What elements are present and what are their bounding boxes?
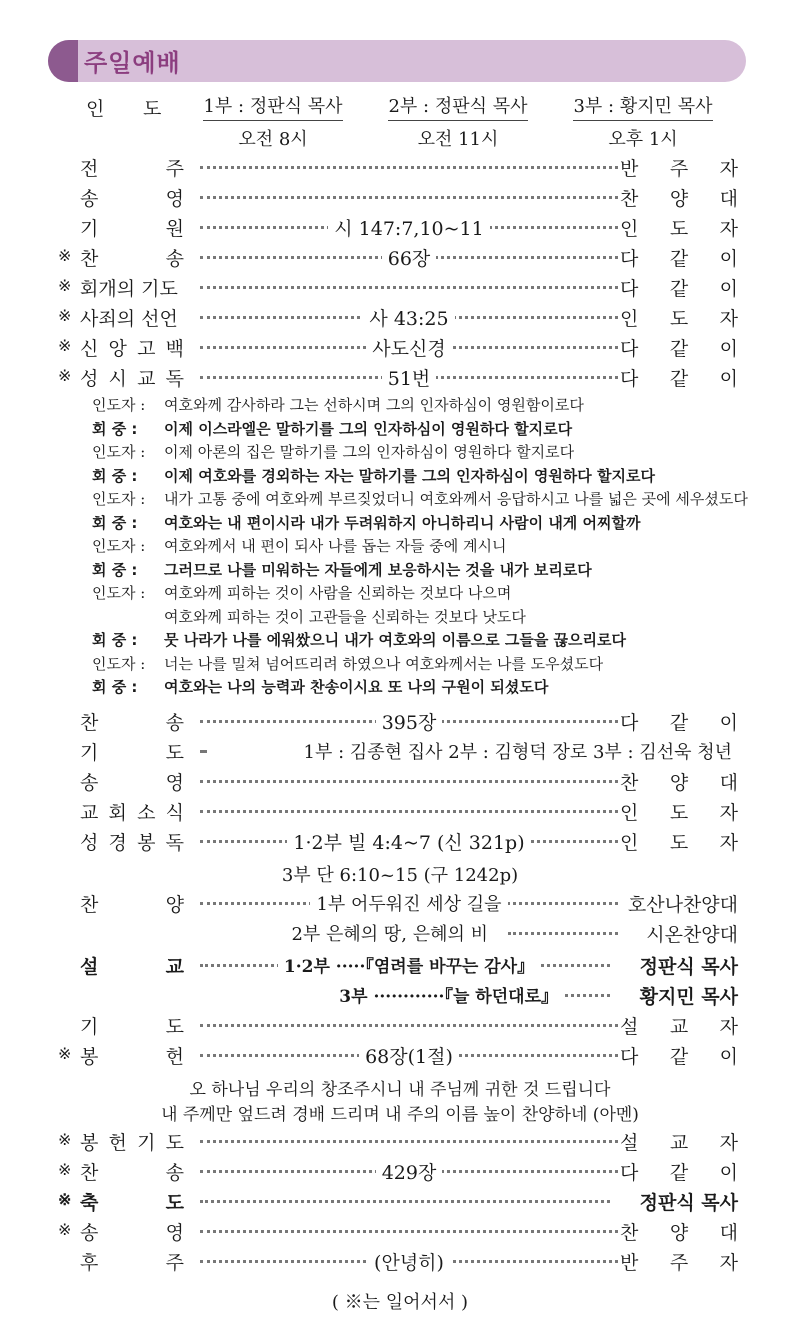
item-label <box>80 274 178 301</box>
leader-line <box>92 653 752 675</box>
person-char: 이 <box>719 1162 738 1184</box>
person-char: 이 <box>719 248 738 270</box>
person-char: 인 <box>620 218 639 240</box>
order-item <box>58 738 738 768</box>
item-detail <box>200 828 618 855</box>
person-name: 호산나찬양대 <box>627 894 738 916</box>
label-char: 찬 <box>80 712 99 734</box>
reading-text: 여호와께 피하는 것이 사람을 신뢰하는 것보다 나으며 <box>164 584 512 602</box>
item-label <box>80 364 184 391</box>
order-item <box>58 798 738 828</box>
person-char: 양 <box>669 772 689 794</box>
leader-dots <box>200 1024 618 1027</box>
label-char: 성 <box>80 832 99 854</box>
person-char: 자 <box>719 308 738 330</box>
label-char: 교 <box>80 802 99 824</box>
intro-label-2: 도 <box>143 98 162 120</box>
item-label <box>80 798 184 825</box>
item-person <box>568 890 738 917</box>
person-char: 대 <box>719 772 738 794</box>
speaker: 인도자 : <box>92 490 146 508</box>
label-char: 기 <box>80 742 99 764</box>
label-char: 축 <box>80 1192 99 1214</box>
service-2-leader: 2부 : 정판식 목사 <box>388 92 527 121</box>
label-char: 송 <box>165 712 184 734</box>
label-char: 성 <box>80 368 99 390</box>
label-char: 앙 <box>108 338 127 360</box>
label-char: 교 <box>165 956 184 978</box>
item-detail <box>200 708 618 735</box>
item-detail <box>200 1248 618 1275</box>
item-label <box>80 1012 184 1039</box>
leader-line <box>92 535 752 557</box>
person-char: 주 <box>669 1252 689 1274</box>
label-char: 고 <box>137 338 156 360</box>
standing-mark: ※ <box>58 1220 72 1239</box>
standing-mark: ※ <box>58 366 72 385</box>
label-char: 영 <box>165 772 184 794</box>
item-person <box>620 334 738 361</box>
order-item <box>58 828 738 858</box>
speaker: 회 중 : <box>92 631 138 649</box>
order-item <box>58 214 738 244</box>
reading-text: 여호와께 피하는 것이 고관들을 신뢰하는 것보다 낫도다 <box>164 607 526 626</box>
speaker: 인도자 : <box>92 654 146 673</box>
detail-text: 1부 어두워진 세상 길을 <box>310 894 507 915</box>
person-char: 자 <box>719 832 738 854</box>
service-1 <box>188 92 358 151</box>
detail-text: 1·2부 빌 4:4~7 (신 321p) <box>287 832 530 854</box>
label-char: 기 <box>137 1132 156 1154</box>
item-detail <box>200 1158 618 1185</box>
label-char: 송 <box>80 772 99 794</box>
item-person <box>568 1188 738 1215</box>
person-char: 같 <box>669 368 689 390</box>
order-item <box>58 1042 738 1072</box>
detail-text: 시 147:7,10~11 <box>328 218 489 240</box>
person-char: 찬 <box>620 1222 639 1244</box>
order-item <box>58 1188 738 1218</box>
label-char: 소 <box>137 802 156 824</box>
speaker: 회 중 : <box>92 513 138 532</box>
label-char: 독 <box>165 368 184 390</box>
detail-text: 사 43:25 <box>363 308 454 330</box>
standing-mark: ※ <box>58 276 72 295</box>
service-2-time: 오전 11시 <box>417 129 499 150</box>
congregation-line <box>92 418 752 440</box>
label-char: 기 <box>80 1016 99 1038</box>
order-item <box>58 708 738 738</box>
person-char: 반 <box>620 1252 639 1274</box>
item-person <box>568 952 738 979</box>
item-detail <box>200 244 618 271</box>
person-char: 양 <box>669 188 689 210</box>
detail-text: 68장(1절) <box>359 1046 459 1068</box>
person-char: 이 <box>719 278 738 300</box>
label-char: 신 <box>80 338 99 360</box>
order-item <box>58 274 738 304</box>
item-detail <box>270 738 738 764</box>
label-char: 사죄의 선언 <box>80 308 178 330</box>
person-char: 다 <box>620 1046 639 1068</box>
person-char: 자 <box>719 802 738 824</box>
congregation-line <box>92 629 752 651</box>
item-label <box>80 244 184 271</box>
item-detail <box>200 1042 618 1069</box>
service-3-time: 오후 1시 <box>608 129 678 150</box>
label-char: 도 <box>165 1016 184 1038</box>
person-char: 대 <box>719 1222 738 1244</box>
service-3-leader: 3부 : 황지민 목사 <box>573 92 712 121</box>
sermon-3 <box>58 982 738 1012</box>
congregation-line <box>92 465 752 487</box>
leader-line <box>92 488 752 510</box>
label-char: 백 <box>165 338 184 360</box>
offering-song-1: 오 하나님 우리의 창조주시니 내 주님께 귀한 것 드립니다 <box>189 1080 611 1100</box>
item-detail <box>200 364 618 391</box>
label-char: 주 <box>165 1252 184 1274</box>
service-1-time: 오전 8시 <box>238 129 308 150</box>
label-char: 찬 <box>80 894 99 916</box>
item-label <box>80 1218 184 1245</box>
item-label <box>80 890 184 917</box>
item-label <box>80 1158 184 1185</box>
label-char: 주 <box>165 158 184 180</box>
order-item <box>58 1218 738 1248</box>
speaker: 인도자 : <box>92 443 146 461</box>
person-char: 같 <box>669 712 689 734</box>
service-3 <box>558 92 728 151</box>
order-item <box>58 184 738 214</box>
label-char: 송 <box>165 1162 184 1184</box>
leader-line <box>92 394 752 416</box>
person-name: 황지민 목사 <box>639 986 738 1008</box>
item-label <box>80 1042 184 1069</box>
person-char: 교 <box>669 1132 689 1154</box>
standing-mark: ※ <box>58 246 72 265</box>
person-char: 반 <box>620 158 639 180</box>
item-label <box>80 1128 184 1155</box>
order-item <box>58 890 738 920</box>
label-char: 송 <box>165 248 184 270</box>
speaker: 인도자 : <box>92 396 146 414</box>
detail-text: 395장 <box>376 712 443 734</box>
label-char: 영 <box>165 188 184 210</box>
item-label <box>80 334 184 361</box>
leader-dots <box>200 750 206 753</box>
detail-text: 66장 <box>382 248 437 270</box>
order-item <box>58 304 738 334</box>
leader-line <box>92 582 752 604</box>
person-name: 시온찬양대 <box>646 924 738 946</box>
label-char: 전 <box>80 158 99 180</box>
order-item <box>58 1158 738 1188</box>
item-detail <box>200 214 618 241</box>
leader-dots <box>200 810 618 813</box>
service-2 <box>373 92 543 151</box>
label-char: 도 <box>165 742 184 764</box>
person-char: 다 <box>620 338 639 360</box>
label-char: 송 <box>80 1222 99 1244</box>
scripture-3: 3부 단 6:10~15 (구 1242p) <box>281 865 519 886</box>
congregation-line <box>92 559 752 581</box>
speaker: 회 중 : <box>92 419 138 438</box>
person-char: 주 <box>669 158 689 180</box>
item-person <box>620 274 738 301</box>
congregation-line <box>92 512 752 534</box>
label-char: 봉 <box>137 832 156 854</box>
reading-text: 이제 이스라엘은 말하기를 그의 인자하심이 영원하다 할지로다 <box>164 419 573 438</box>
person-char: 다 <box>620 1162 639 1184</box>
standing-mark: ※ <box>58 336 72 355</box>
item-person <box>568 920 738 947</box>
item-label <box>80 828 184 855</box>
item-label <box>80 184 184 211</box>
item-label <box>80 952 184 979</box>
person-char: 다 <box>620 712 639 734</box>
detail-text: 1부 : 김종현 집사 2부 : 김형덕 장로 3부 : 김선욱 청년 <box>298 742 738 763</box>
person-char: 이 <box>719 368 738 390</box>
service-1-leader: 1부 : 정판식 목사 <box>203 92 342 121</box>
detail-text: 429장 <box>376 1162 443 1184</box>
order-item <box>58 334 738 364</box>
detail-text: 사도신경 <box>366 338 451 360</box>
reading-text: 내가 고통 중에 여호와께 부르짖었더니 여호와께서 응답하시고 나를 넓은 곳에 세우셨도다 <box>164 490 748 508</box>
detail-text: 2부 은혜의 땅, 은혜의 비 <box>285 924 494 945</box>
label-char: 원 <box>165 218 184 240</box>
label-char: 송 <box>80 188 99 210</box>
item-detail <box>200 890 618 916</box>
leader-dots <box>200 1230 618 1233</box>
reading-text: 여호와는 내 편이시라 내가 두려워하지 아니하리니 사람이 내게 어찌할까 <box>164 513 641 532</box>
detail-text: 3부 ············『늘 하던대로』 <box>333 987 564 1007</box>
person-char: 찬 <box>620 188 639 210</box>
person-char: 같 <box>669 338 689 360</box>
label-char: 도 <box>165 1192 184 1214</box>
person-char: 도 <box>669 308 689 330</box>
person-char: 도 <box>669 832 689 854</box>
person-char: 자 <box>719 1252 738 1274</box>
person-char: 인 <box>620 308 639 330</box>
detail-text: 51번 <box>382 368 437 390</box>
item-person <box>620 244 738 271</box>
label-char: 헌 <box>165 1046 184 1068</box>
person-char: 양 <box>669 1222 689 1244</box>
standing-mark: ※ <box>58 1044 72 1063</box>
standing-mark: ※ <box>58 1190 72 1209</box>
person-char: 인 <box>620 832 639 854</box>
item-person <box>620 364 738 391</box>
item-person <box>620 708 738 735</box>
person-char: 이 <box>719 338 738 360</box>
leader-line <box>92 441 752 463</box>
person-char: 다 <box>620 278 639 300</box>
item-detail <box>200 982 564 1007</box>
order-item <box>58 1128 738 1158</box>
item-label <box>80 214 184 241</box>
item-person <box>620 1042 738 1069</box>
leader-dots <box>200 286 618 289</box>
person-char: 도 <box>669 218 689 240</box>
item-person <box>620 1218 738 1245</box>
item-label <box>80 1248 184 1275</box>
standing-mark: ※ <box>58 1160 72 1179</box>
order-item <box>58 364 738 394</box>
reading-text: 여호와께 감사하라 그는 선하시며 그의 인자하심이 영원함이로다 <box>164 396 584 414</box>
item-detail <box>200 920 494 946</box>
item-person <box>620 1128 738 1155</box>
label-char: 후 <box>80 1252 99 1274</box>
anthem-2 <box>58 920 738 950</box>
person-char: 도 <box>669 802 689 824</box>
label-char: 봉 <box>80 1046 99 1068</box>
section-title: 주일예배 <box>84 49 181 77</box>
label-char: 경 <box>108 832 127 854</box>
leader-dots <box>200 1200 610 1203</box>
reading-text: 여호와께서 내 편이 되사 나를 돕는 자들 중에 계시니 <box>164 537 507 555</box>
label-char: 독 <box>165 832 184 854</box>
order-item <box>58 768 738 798</box>
person-char: 자 <box>719 1132 738 1154</box>
item-person <box>620 798 738 825</box>
item-person <box>620 214 738 241</box>
speaker: 인도자 : <box>92 584 146 602</box>
speaker: 회 중 : <box>92 466 138 485</box>
person-char: 자 <box>719 1016 738 1038</box>
person-char: 대 <box>719 188 738 210</box>
person-char: 같 <box>669 278 689 300</box>
item-person <box>620 304 738 331</box>
speaker: 회 중 : <box>92 560 138 579</box>
label-char: 헌 <box>108 1132 127 1154</box>
person-char: 같 <box>669 1162 689 1184</box>
reading-text: 그러므로 나를 미워하는 자들에게 보응하시는 것을 내가 보리로다 <box>164 560 592 579</box>
reading-text: 뭇 나라가 나를 에워쌌으니 내가 여호와의 이름으로 그들을 끊으리로다 <box>164 631 626 649</box>
item-person <box>620 828 738 855</box>
item-label <box>80 768 184 795</box>
item-person <box>568 982 738 1009</box>
label-char: 양 <box>165 894 184 916</box>
person-char: 자 <box>719 158 738 180</box>
standing-mark: ※ <box>58 1130 72 1149</box>
detail-text: (안녕히) <box>368 1252 450 1274</box>
person-char: 찬 <box>620 772 639 794</box>
item-person <box>620 1248 738 1275</box>
item-person <box>620 1012 738 1039</box>
order-item <box>58 1012 738 1042</box>
person-char: 인 <box>620 802 639 824</box>
speaker: 회 중 : <box>92 678 138 696</box>
label-char: 식 <box>165 802 184 824</box>
person-char: 같 <box>669 248 689 270</box>
item-label <box>80 154 184 181</box>
label-char: 봉 <box>80 1132 99 1154</box>
label-char: 시 <box>108 368 127 390</box>
offering-song-2: 내 주께만 엎드려 경배 드리며 내 주의 이름 높이 찬양하네 (아멘) <box>161 1105 639 1125</box>
item-label <box>80 738 184 765</box>
section-header <box>48 40 746 82</box>
footer-note: ( ※는 일어서서 ) <box>331 1292 469 1313</box>
intro-label-1: 인 <box>86 98 105 120</box>
person-char: 설 <box>620 1132 639 1154</box>
person-char: 이 <box>719 1046 738 1068</box>
label-char: 교 <box>137 368 156 390</box>
person-name: 정판식 목사 <box>639 1192 738 1214</box>
congregation-line <box>92 676 752 698</box>
reading-text: 이제 여호와를 경외하는 자는 말하기를 그의 인자하심이 영원하다 할지로다 <box>164 466 655 485</box>
reading-text: 이제 아론의 집은 말하기를 그의 인자하심이 영원하다 할지로다 <box>164 443 575 461</box>
standing-mark: ※ <box>58 306 72 325</box>
leader-dots <box>200 166 618 169</box>
label-char: 영 <box>165 1222 184 1244</box>
person-char: 자 <box>719 218 738 240</box>
item-label <box>80 1188 184 1215</box>
item-person <box>620 768 738 795</box>
item-person <box>620 184 738 211</box>
label-char: 회개의 기도 <box>80 278 178 300</box>
item-person <box>620 154 738 181</box>
detail-text: 1·2부 ·····『염려를 바꾸는 감사』 <box>278 957 540 977</box>
label-char: 회 <box>108 802 127 824</box>
reading-text: 너는 나를 밀쳐 넘어뜨리려 하였으나 여호와께서는 나를 도우셨도다 <box>164 654 604 673</box>
person-char: 설 <box>620 1016 639 1038</box>
leader-dots <box>200 196 618 199</box>
label-char: 기 <box>80 218 99 240</box>
item-detail <box>200 304 618 331</box>
reading-text: 여호와는 나의 능력과 찬송이시요 또 나의 구원이 되셨도다 <box>164 678 549 696</box>
person-char: 이 <box>719 712 738 734</box>
speaker: 인도자 : <box>92 537 146 555</box>
order-item <box>58 244 738 274</box>
item-person <box>620 1158 738 1185</box>
item-label <box>80 708 184 735</box>
person-char: 같 <box>669 1046 689 1068</box>
leader-dots <box>200 1140 618 1143</box>
order-item <box>58 154 738 184</box>
header-accent <box>48 40 78 82</box>
label-char: 설 <box>80 956 99 978</box>
order-item <box>58 1248 738 1278</box>
label-char: 도 <box>165 1132 184 1154</box>
order-item <box>58 952 738 982</box>
leader-dots <box>200 780 618 783</box>
label-char: 찬 <box>80 248 99 270</box>
person-char: 교 <box>669 1016 689 1038</box>
label-char: 찬 <box>80 1162 99 1184</box>
item-detail <box>200 952 618 977</box>
leader-line <box>92 606 752 628</box>
person-name: 정판식 목사 <box>639 956 738 978</box>
person-char: 다 <box>620 248 639 270</box>
person-char: 다 <box>620 368 639 390</box>
item-detail <box>200 334 618 361</box>
